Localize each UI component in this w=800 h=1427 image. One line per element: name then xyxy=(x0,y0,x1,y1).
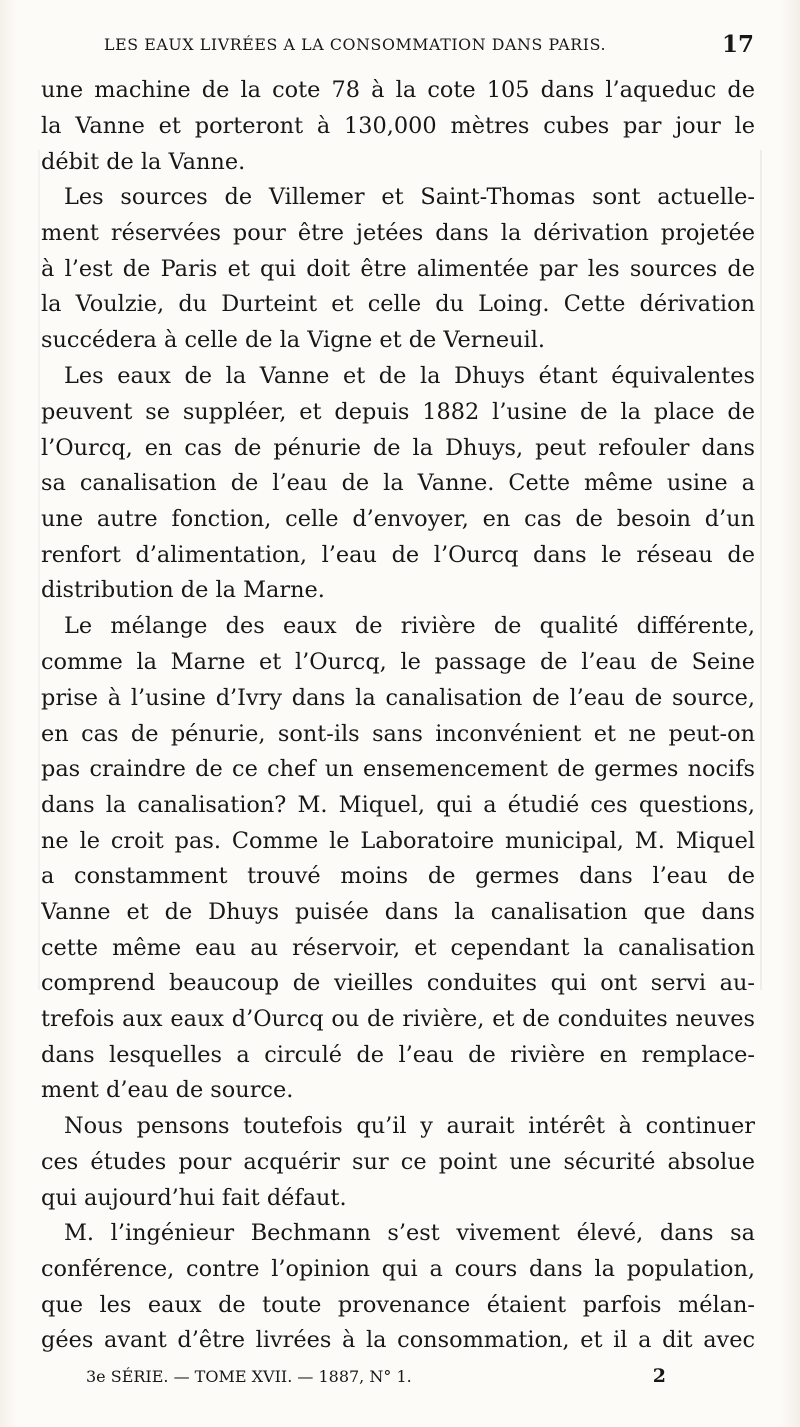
text-line: trefois aux eaux d’Ourcq ou de rivière, et de conduites neuves xyxy=(41,1006,755,1032)
text-line: conférence, contre l’opinion qui a cours dans la population, xyxy=(41,1256,755,1282)
text-line: une autre fonction, celle d’envoyer, en cas de besoin d’un xyxy=(41,506,755,532)
text-line: pas craindre de ce chef un ensemencement de germes nocifs xyxy=(41,756,755,782)
text-line: Vanne et de Dhuys puisée dans la canalisation que dans xyxy=(41,899,755,925)
text-line: peuvent se suppléer, et depuis 1882 l’usine de la place de xyxy=(41,399,755,425)
text-line: comprend beaucoup de vieilles conduites qui ont servi au- xyxy=(41,970,755,996)
text-line: que les eaux de toute provenance étaient parfois mélan- xyxy=(41,1292,755,1318)
text-line: en cas de pénurie, sont-ils sans inconvénient et ne peut-on xyxy=(41,721,755,747)
text-line: une machine de la cote 78 à la cote 105 dans l’aqueduc de xyxy=(41,77,755,103)
text-line: Nous pensons toutefois qu’il y aurait intérêt à continuer xyxy=(64,1113,755,1139)
text-line: ces études pour acquérir sur ce point une sécurité absolue xyxy=(41,1149,755,1175)
text-line: Le mélange des eaux de rivière de qualité différente, xyxy=(64,613,755,639)
series-info: 3e SÉRIE. — TOME XVII. — 1887, N° 1. xyxy=(86,1367,412,1386)
text-line: Les eaux de la Vanne et de la Dhuys étant équivalentes xyxy=(64,363,755,389)
text-line: la Vanne et porteront à 130,000 mètres cubes par jour le xyxy=(41,113,755,139)
page-footer xyxy=(86,1367,666,1391)
text-line: ne le croit pas. Comme le Laboratoire municipal, M. Miquel xyxy=(41,828,755,854)
header-title: LES EAUX LIVRÉES A LA CONSOMMATION DANS PARIS. xyxy=(104,35,607,54)
text-line: distribution de la Marne. xyxy=(41,577,325,603)
text-line: ment réservées pour être jetées dans la dérivation projetée xyxy=(41,220,755,246)
text-line: Les sources de Villemer et Saint-Thomas sont actuelle- xyxy=(64,184,755,210)
text-line: prise à l’usine d’Ivry dans la canalisation de l’eau de source, xyxy=(41,685,755,711)
text-line: renfort d’alimentation, l’eau de l’Ourcq dans le réseau de xyxy=(41,542,755,568)
text-line: comme la Marne et l’Ourcq, le passage de l’eau de Seine xyxy=(41,649,755,675)
text-line: l’Ourcq, en cas de pénurie de la Dhuys, peut refouler dans xyxy=(41,435,755,461)
running-header xyxy=(104,33,754,63)
text-line: dans la canalisation? M. Miquel, qui a étudié ces questions, xyxy=(41,792,755,818)
text-line: dans lesquelles a circulé de l’eau de rivière en remplace- xyxy=(41,1042,755,1068)
text-line: débit de la Vanne. xyxy=(41,149,246,175)
page-number: 17 xyxy=(721,31,754,58)
text-line: à l’est de Paris et qui doit être alimentée par les sources de xyxy=(41,256,755,282)
text-line: cette même eau au réservoir, et cependant la canalisation xyxy=(41,935,755,961)
text-line: M. l’ingénieur Bechmann s’est vivement élevé, dans sa xyxy=(64,1220,755,1246)
text-line: la Voulzie, du Durteint et celle du Loing. Cette dérivation xyxy=(41,291,755,317)
signature-mark: 2 xyxy=(652,1365,666,1387)
text-line: ment d’eau de source. xyxy=(41,1077,294,1103)
text-line: qui aujourd’hui fait défaut. xyxy=(41,1185,347,1211)
text-line: a constamment trouvé moins de germes dans l’eau de xyxy=(41,863,755,889)
text-line: succédera à celle de la Vigne et de Verneuil. xyxy=(41,327,545,353)
text-line: sa canalisation de l’eau de la Vanne. Cette même usine a xyxy=(41,470,755,496)
text-line: gées avant d’être livrées à la consommation, et il a dit avec xyxy=(41,1327,755,1353)
